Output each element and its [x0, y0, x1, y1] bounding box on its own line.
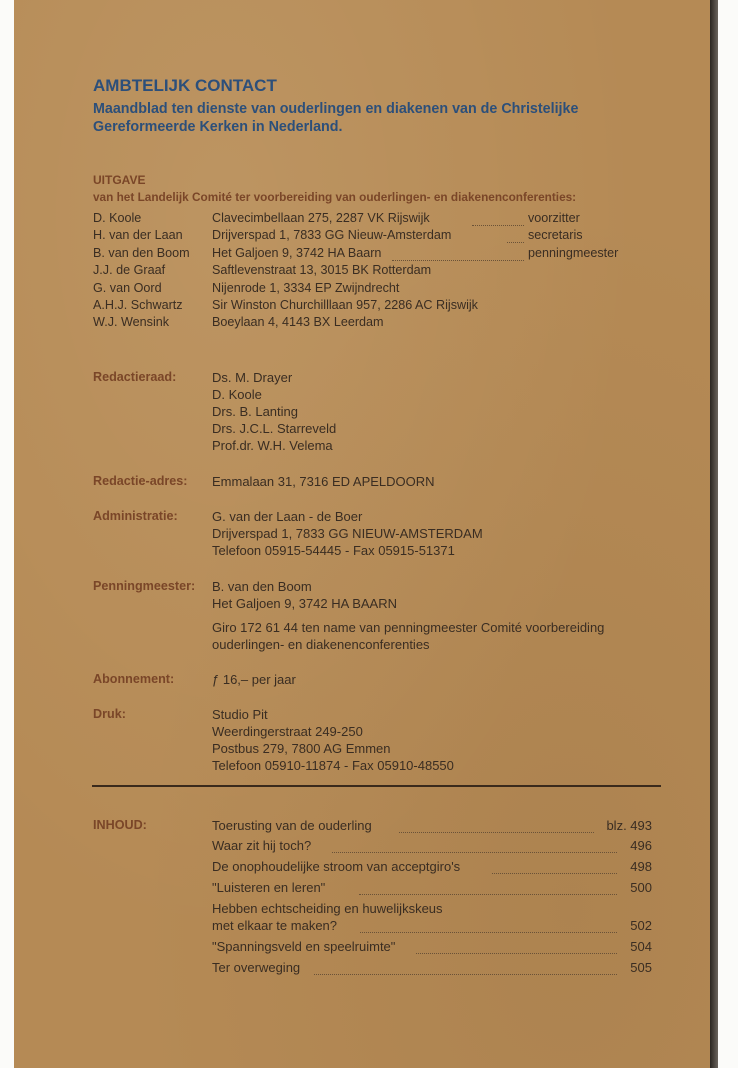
- member-address: Clavecimbellaan 275, 2287 VK Rijswijk: [212, 211, 430, 225]
- redactieraad-member: Drs. J.C.L. Starreveld: [212, 421, 337, 436]
- leader-dots: [332, 852, 617, 853]
- abonnement-value: ƒ 16,– per jaar: [212, 672, 296, 687]
- member-name: B. van den Boom: [93, 246, 190, 260]
- masthead-subtitle-line2: Gereformeerde Kerken in Nederland.: [93, 119, 343, 135]
- leader-dots: [507, 242, 524, 243]
- druk-line: Studio Pit: [212, 707, 268, 722]
- member-role: secretaris: [528, 228, 583, 242]
- member-role: penningmeester: [528, 246, 619, 260]
- giro-line: ouderlingen- en diakenenconferenties: [212, 637, 430, 652]
- page-edge-shadow: [710, 0, 718, 1068]
- section-divider: [92, 785, 661, 787]
- member-address: Nijenrode 1, 3334 EP Zwijndrecht: [212, 281, 400, 295]
- member-name: J.J. de Graaf: [93, 263, 166, 277]
- administratie-line: Telefoon 05915-54445 - Fax 05915-51371: [212, 543, 455, 558]
- uitgave-description: van het Landelijk Comité ter voorbereiding van ouderlingen- en diakenenconferenties:: [93, 190, 577, 204]
- redactieraad-member: Prof.dr. W.H. Velema: [212, 438, 333, 453]
- member-name: G. van Oord: [93, 281, 162, 295]
- penningmeester-line: B. van den Boom: [212, 579, 312, 594]
- redactieraad-member: Ds. M. Drayer: [212, 370, 293, 385]
- leader-dots: [360, 932, 617, 933]
- uitgave-label: UITGAVE: [93, 173, 146, 187]
- member-name: W.J. Wensink: [93, 315, 170, 329]
- toc-entry-page: 496: [630, 838, 652, 853]
- administratie-line: Drijverspad 1, 7833 GG NIEUW-AMSTERDAM: [212, 526, 483, 541]
- member-address: Het Galjoen 9, 3742 HA Baarn: [212, 246, 382, 260]
- toc-entry-page: 504: [630, 939, 652, 954]
- redactieraad-member: Drs. B. Lanting: [212, 404, 298, 419]
- masthead-subtitle-line1: Maandblad ten dienste van ouderlingen en diakenen van de Christelijke: [93, 101, 579, 117]
- toc-entry-title: De onophoudelijke stroom van acceptgiro's: [212, 859, 461, 874]
- member-address: Sir Winston Churchilllaan 957, 2286 AC Rijswijk: [212, 298, 478, 312]
- toc-entry-title: met elkaar te maken?: [212, 918, 338, 933]
- member-address: Saftlevenstraat 13, 3015 BK Rotterdam: [212, 263, 432, 277]
- leader-dots: [399, 832, 594, 833]
- leader-dots: [314, 974, 617, 975]
- toc-entry-title: Toerusting van de ouderling: [212, 818, 372, 833]
- leader-dots: [472, 225, 524, 226]
- toc-entry-page: 500: [630, 880, 652, 895]
- toc-entry-title: "Luisteren en leren": [212, 880, 326, 895]
- leader-dots: [416, 953, 617, 954]
- druk-line: Postbus 279, 7800 AG Emmen: [212, 741, 391, 756]
- druk-label: Druk:: [93, 707, 126, 721]
- abonnement-label: Abonnement:: [93, 672, 175, 686]
- inhoud-label: INHOUD:: [93, 818, 147, 832]
- giro-line: Giro 172 61 44 ten name van penningmeester Comité voorbereiding: [212, 620, 605, 635]
- toc-entry-page: 502: [630, 918, 652, 933]
- administratie-line: G. van der Laan - de Boer: [212, 509, 363, 524]
- redactieraad-member: D. Koole: [212, 387, 262, 402]
- redactieraad-label: Redactieraad:: [93, 370, 177, 384]
- member-address: Boeylaan 4, 4143 BX Leerdam: [212, 315, 384, 329]
- druk-line: Weerdingerstraat 249-250: [212, 724, 363, 739]
- member-name: H. van der Laan: [93, 228, 183, 242]
- toc-entry-page: 498: [630, 859, 652, 874]
- toc-entry-title: Hebben echtscheiding en huwelijkskeus: [212, 901, 443, 916]
- druk-line: Telefoon 05910-11874 - Fax 05910-48550: [212, 758, 454, 773]
- masthead-title: AMBTELIJK CONTACT: [93, 76, 277, 95]
- administratie-label: Administratie:: [93, 509, 178, 523]
- member-address: Drijverspad 1, 7833 GG Nieuw-Amsterdam: [212, 228, 452, 242]
- redactie-adres-value: Emmalaan 31, 7316 ED APELDOORN: [212, 474, 435, 489]
- penningmeester-label: Penningmeester:: [93, 579, 196, 593]
- leader-dots: [359, 894, 617, 895]
- toc-entry-title: Ter overweging: [212, 960, 301, 975]
- leader-dots: [392, 260, 524, 261]
- toc-entry-title: "Spanningsveld en speelruimte": [212, 939, 396, 954]
- redactie-adres-label: Redactie-adres:: [93, 474, 188, 488]
- penningmeester-line: Het Galjoen 9, 3742 HA BAARN: [212, 596, 397, 611]
- member-name: A.H.J. Schwartz: [93, 298, 183, 312]
- magazine-colophon-page: [14, 0, 710, 1068]
- member-name: D. Koole: [93, 211, 142, 225]
- toc-entry-title: Waar zit hij toch?: [212, 838, 312, 853]
- toc-entry-page: 505: [630, 960, 652, 975]
- toc-entry-page: blz. 493: [606, 818, 652, 833]
- member-role: voorzitter: [528, 211, 580, 225]
- leader-dots: [492, 873, 617, 874]
